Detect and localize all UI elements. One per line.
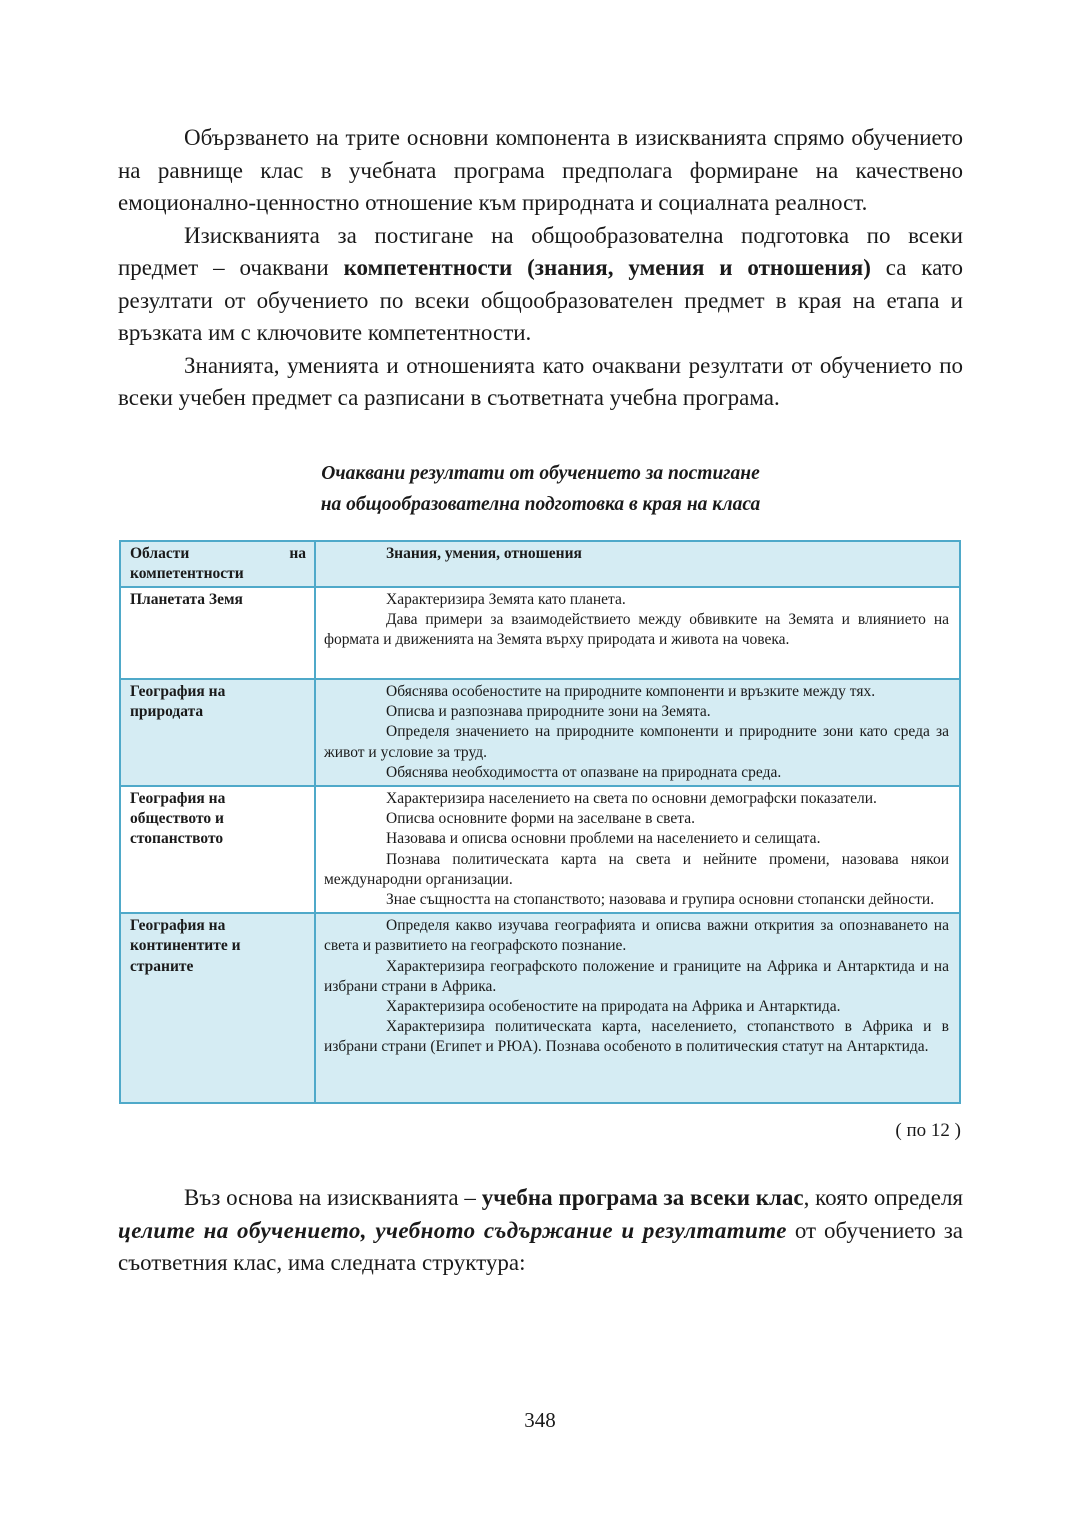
paragraph-3: Знанията, уменията и отношенията като очаквани резултати от обучението по всеки учебен предмет са разписани в съответната учебна програма.: [118, 352, 963, 410]
paragraph-2-bold: компетентности (знания, умения и отношения): [343, 255, 871, 280]
final-text-a: Въз основа на изискванията –: [184, 1185, 482, 1211]
row-skills-cell: [315, 786, 960, 913]
area-line: стопанството: [130, 830, 224, 848]
header-skills-label: Знания, умения, отношения: [386, 544, 582, 562]
header-skills-cell: [315, 541, 960, 587]
table-row: [120, 913, 960, 1103]
row-area-cell: [120, 679, 315, 786]
row-skills-cell: [315, 587, 960, 679]
header-area-cell: [120, 541, 315, 587]
row-skills-cell: [315, 679, 960, 786]
paragraph-1: Обързването на трите основни компонента в изискванията спрямо обучението на равнище клас в учебната програма предполага формиране на качествено емоционално-ценностно отношение към природната и социалната реалност.: [118, 125, 963, 215]
table-row: [120, 679, 960, 786]
final-text-c: , която определя: [803, 1185, 964, 1211]
skill-item: Познава политическата карта на света и нейните промени, назовава някои международни организации.: [324, 850, 949, 888]
area-line: География на: [130, 917, 226, 935]
area-line: География на: [130, 682, 226, 700]
final-bold: учебна програма за всеки клас: [481, 1185, 804, 1211]
skill-item: Обяснява особеностите на природните компоненти и връзките между тях.: [386, 682, 876, 700]
skill-item: Обяснява необходимостта от опазване на природната среда.: [386, 763, 782, 781]
skill-item: Определя значението на природните компоненти и природните зони като среда за живот и условие за труд.: [324, 723, 949, 761]
row-area-cell: [120, 786, 315, 913]
skill-item: Характеризира политическата карта, населението, стопанството в Африка и в избрани страни (Египет и РЮА). Познава особеното в политическия статут на Антарктида.: [324, 1018, 949, 1056]
page-number: 348: [524, 1408, 556, 1432]
skill-item: Описва основните форми на заселване в света.: [386, 810, 695, 828]
paragraph-2: [118, 220, 963, 350]
document-page: [118, 122, 963, 1280]
row-area-cell: [120, 913, 315, 1103]
results-table: [119, 540, 961, 1105]
skill-item: Дава примери за взаимодействието между обвивките на Земята и влиянието на формата и движенията на Земята върху природата и живота на човека.: [324, 611, 949, 649]
caption-line-1: Очаквани резултати от обучението за постигане: [321, 462, 760, 484]
header-area-word-1: Области: [130, 544, 190, 562]
area-line: природата: [130, 703, 204, 721]
table-header-row: [120, 541, 960, 587]
table-caption: [118, 458, 963, 520]
skill-item: Характеризира географското положение и границите на Африка и Антарктида и на избрани страни в Африка.: [324, 957, 949, 995]
skill-item: Характеризира Земята като планета.: [386, 590, 626, 608]
skill-item: Определя какво изучава географията и описва важни открития за опознаването на света и развитието на географското познание.: [324, 917, 949, 955]
area-line: страните: [130, 957, 194, 975]
area-line: континентите и: [130, 937, 241, 955]
table-row: [120, 786, 960, 913]
table-row: [120, 587, 960, 679]
area-line: обществото и: [130, 810, 224, 828]
skill-item: Назовава и описва основни проблеми на населението и селищата.: [386, 830, 821, 848]
row-skills-cell: [315, 913, 960, 1103]
skill-item: Знае същността на стопанството; назовава и групира основни стопански дейности.: [386, 890, 935, 908]
header-area-word-3: компетентности: [130, 564, 244, 582]
skill-item: Характеризира особеностите на природата на Африка и Антарктида.: [386, 997, 841, 1015]
skill-item: Характеризира населението на света по основни демографски показатели.: [386, 789, 877, 807]
paragraph-2-text-c: са като резултати от обучението по всеки общообразователен предмет в края на етапа и връзката им с ключовите компетентности.: [118, 255, 963, 345]
row-area-cell: [120, 587, 315, 679]
header-area-word-2: на: [289, 544, 306, 562]
area-line: Планетата Земя: [130, 590, 243, 608]
final-text-e: от обучението за съответния клас, има следната структура:: [118, 1217, 964, 1276]
paragraph-2-text-a: Изискванията за постигане на общообразователна подготовка по всеки предмет – очаквани: [118, 222, 963, 280]
area-line: География на: [130, 789, 226, 807]
final-bold-italic: целите на обучението, учебното съдържание и резултатите: [118, 1217, 787, 1243]
skill-item: Описва и разпознава природните зони на Земята.: [386, 703, 711, 721]
paragraph-final: [118, 1182, 963, 1280]
caption-line-2: на общообразователна подготовка в края на класа: [320, 493, 761, 515]
source-note: ( по 12 ): [895, 1120, 961, 1142]
